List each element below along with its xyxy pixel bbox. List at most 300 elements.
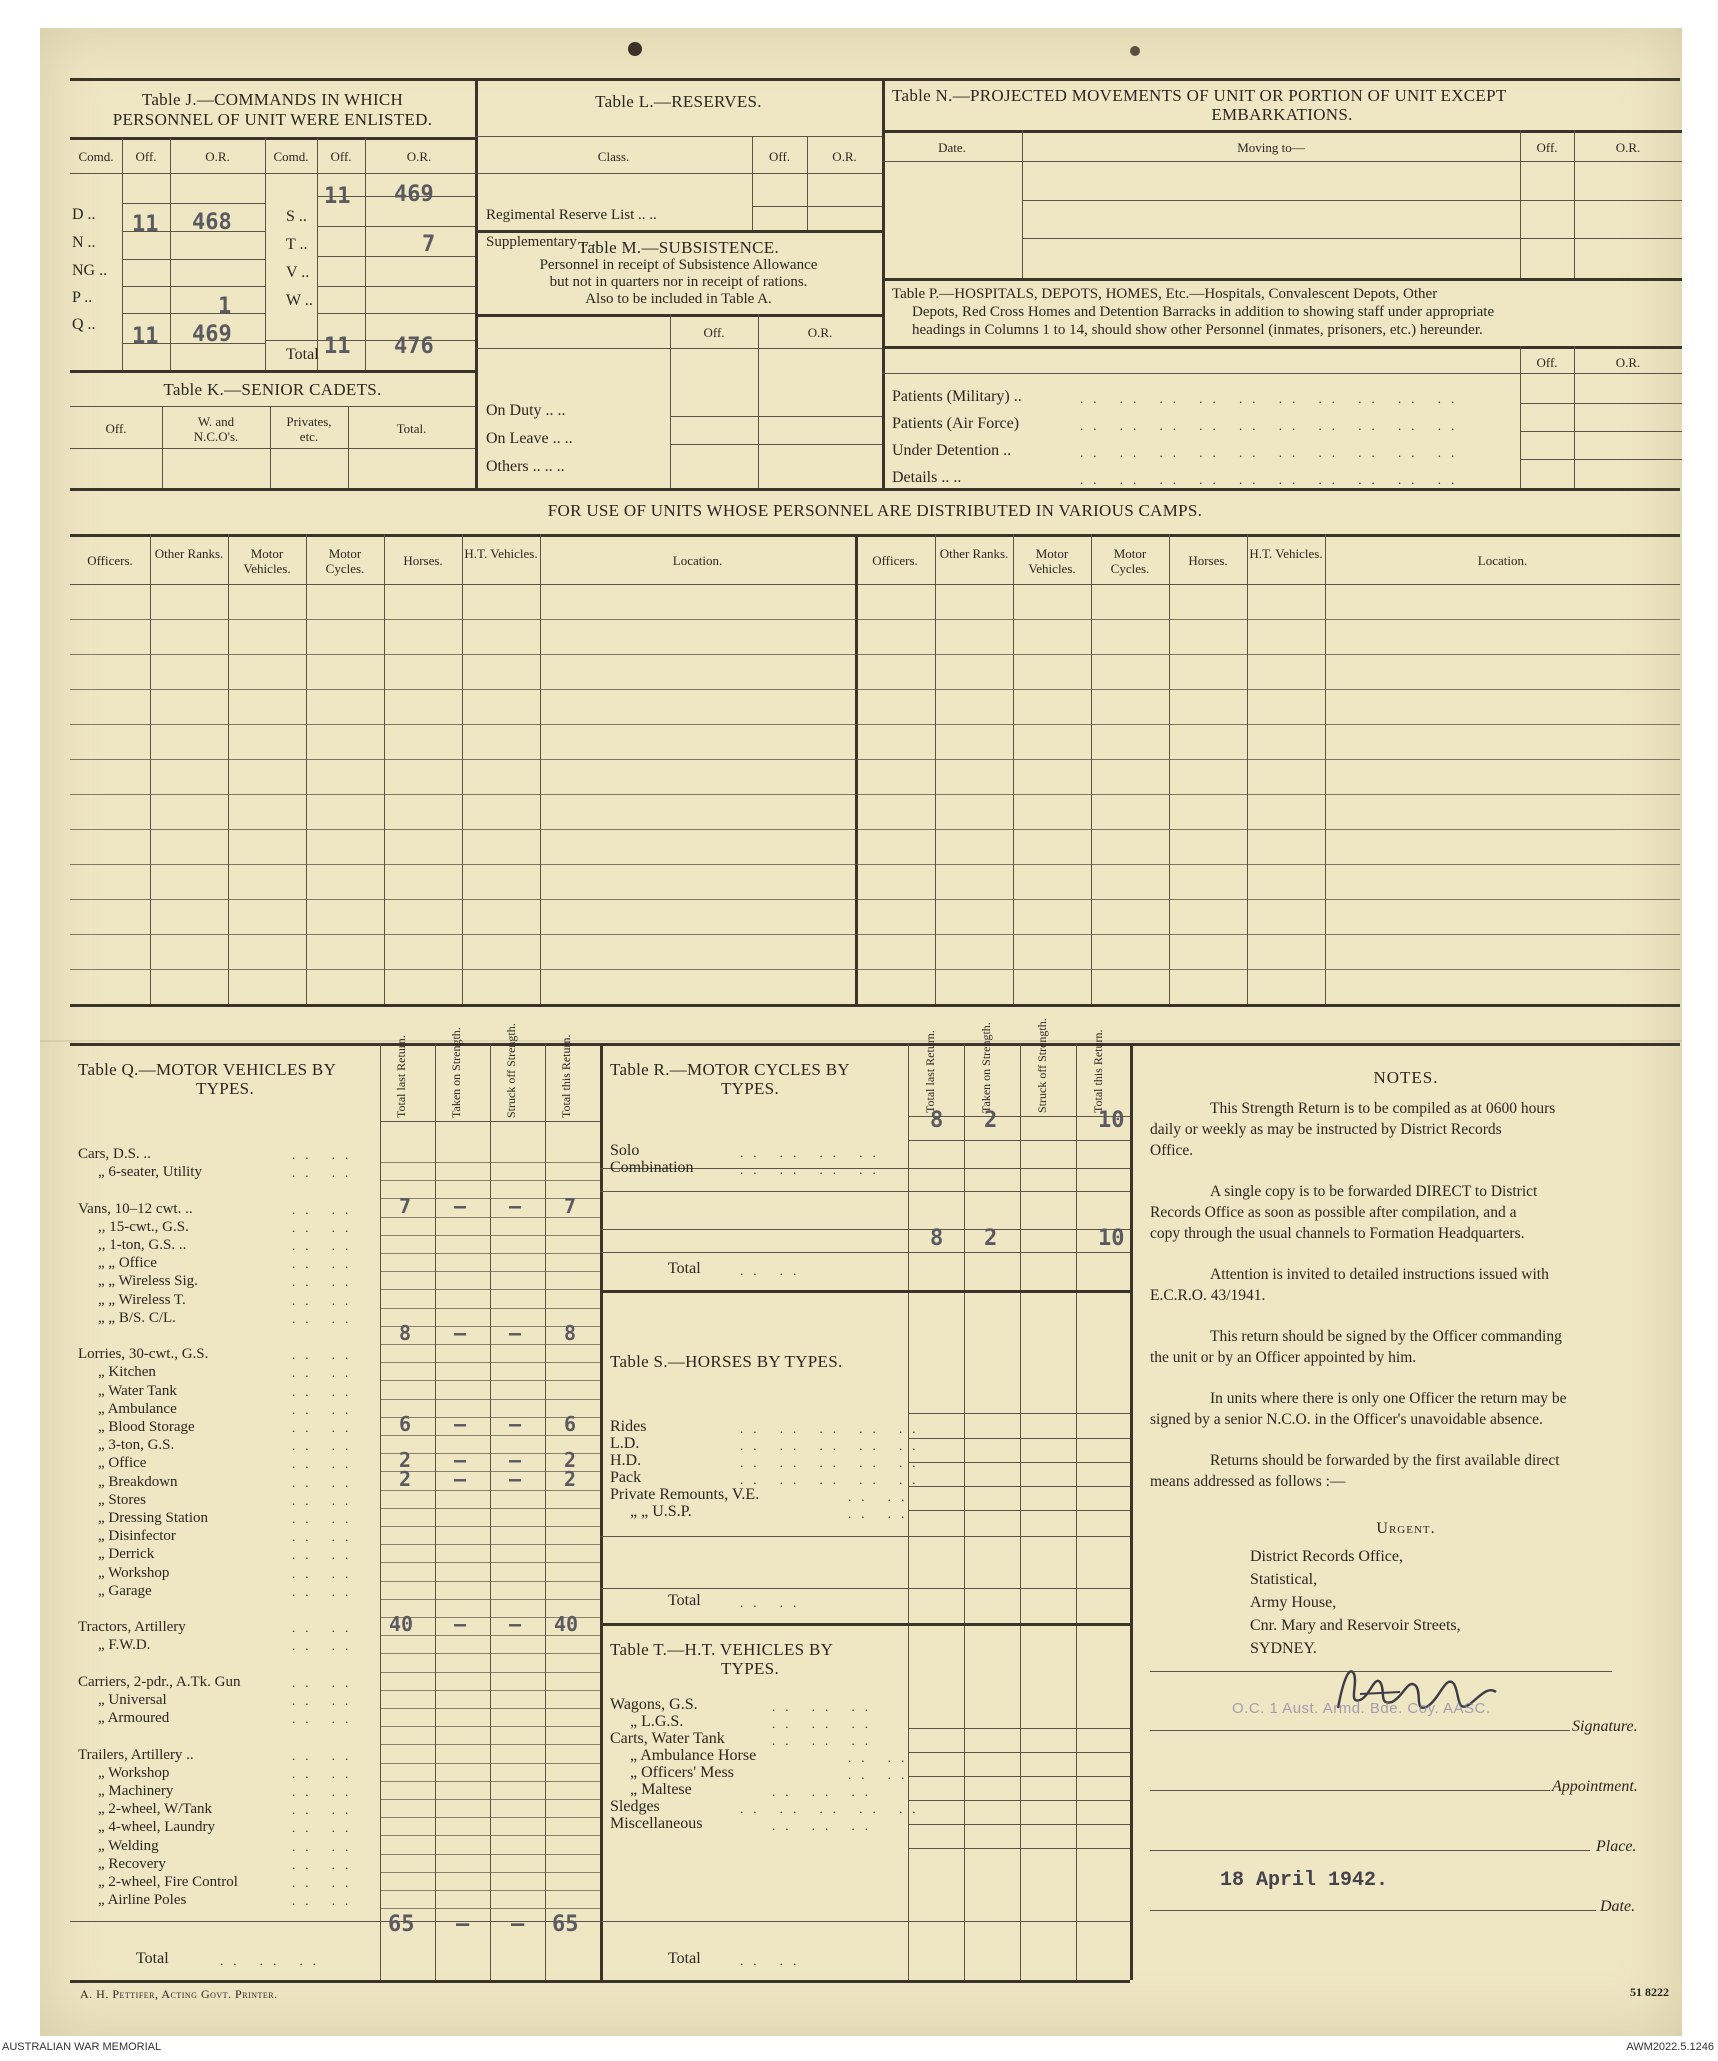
table-q-row-label: Lorries, 30-cwt., G.S. — [78, 1346, 209, 1363]
table-r-row-combination: Combination — [610, 1159, 694, 1176]
dot-leader: .. .. — [292, 1511, 359, 1526]
table-j-or-q: 469 — [192, 322, 232, 347]
dot-leader: .. .. — [292, 1420, 359, 1435]
dot-leader: .. .. — [292, 1620, 359, 1636]
notes-paragraph-line: the unit or by an Officer appointed by him. — [1150, 1349, 1417, 1366]
table-t-row-carts-ambulance: „ Ambulance Horse — [630, 1747, 757, 1764]
table-r-title-1: Table R.—MOTOR CYCLES BY — [610, 1060, 850, 1079]
camps-grid-line — [70, 864, 1680, 865]
dot-leader: .. .. — [292, 1638, 359, 1654]
table-q-row-label: ,, 15-cwt., G.S. — [98, 1218, 189, 1235]
dot-leader: .. .. — [292, 1893, 359, 1909]
camps-right-motor-cycles: Motor Cycles. — [1110, 546, 1150, 576]
table-s-row-private-remounts-usp: „ „ U.S.P. — [630, 1503, 692, 1520]
dot-leader: .. .. — [292, 1674, 359, 1690]
dot-leader: .. .. — [740, 1595, 807, 1610]
notes-paragraph-line: This return should be signed by the Officer commanding — [1210, 1328, 1562, 1345]
table-s-row-pack: Pack — [610, 1469, 642, 1486]
table-l-header-class: Class. — [597, 149, 630, 164]
dot-leader: .. .. — [292, 1565, 359, 1581]
table-j-or-t: 7 — [422, 232, 436, 257]
table-q-cell: – — [454, 1466, 467, 1491]
table-q-row-label: „ Welding — [98, 1837, 159, 1854]
appointment-label: Appointment. — [1552, 1778, 1638, 1795]
table-q-cell: 2 — [564, 1466, 577, 1491]
notes-paragraph-line: means addressed as follows :— — [1150, 1473, 1346, 1490]
table-q-row-line — [380, 1544, 600, 1545]
table-k-header-privates: Privates, etc. — [286, 414, 332, 444]
table-t-title-2: TYPES. — [720, 1659, 779, 1678]
table-q-row-label: „ Machinery — [98, 1783, 174, 1799]
dot-leader: .. .. — [292, 1347, 359, 1363]
dot-leader: .. .. .. .. .. .. .. .. .. .. — [1080, 391, 1465, 406]
table-r-first-total-this: 10 — [1098, 1108, 1125, 1133]
table-q-row-line — [380, 1763, 600, 1764]
table-j-off-s: 11 — [324, 184, 351, 209]
strength-return-sheet — [40, 28, 1682, 2036]
table-q-row-label: „ Kitchen — [98, 1364, 156, 1381]
table-q-row-line — [380, 1817, 600, 1818]
notes-paragraph-line: This Strength Return is to be compiled as at 0600 hours — [1210, 1100, 1556, 1117]
notes-paragraph-line: daily or weekly as may be instructed by District Records — [1150, 1121, 1502, 1138]
table-q-row-label: „ Water Tank — [98, 1382, 177, 1399]
table-q-row-line — [380, 1271, 600, 1272]
table-r-total-last: 8 — [930, 1226, 944, 1251]
table-q-cell: 40 — [554, 1612, 579, 1637]
dot-leader: .. .. — [848, 1489, 915, 1504]
dot-leader: .. .. — [292, 1365, 359, 1381]
camps-left-ht-vehicles: H.T. Vehicles. — [464, 546, 538, 561]
table-q-row-label: „ Disinfector — [98, 1528, 176, 1545]
table-n-header-moving: Moving to— — [1237, 140, 1305, 155]
dot-leader: .. .. — [292, 1438, 359, 1454]
table-q-cell: – — [509, 1193, 522, 1218]
table-p-desc-3: headings in Columns 1 to 14, should show other Personnel (inmates, prisoners, etc.) hereunder. — [912, 322, 1483, 338]
printer-credit: A. H. Pettifer, Acting Govt. Printer. — [80, 1987, 278, 2001]
place-label: Place. — [1596, 1838, 1637, 1855]
table-q-row-line — [380, 1690, 600, 1691]
table-q-row-line — [380, 1362, 600, 1363]
table-r-col-struck-off: Struck off Strength. — [1035, 1018, 1049, 1113]
table-q-total-struck: – — [511, 1912, 525, 1937]
table-q-row-line — [380, 1726, 600, 1727]
table-q-row-line — [380, 1253, 600, 1254]
dot-leader: .. .. — [292, 1529, 359, 1545]
camps-grid-line — [70, 969, 1680, 970]
table-q-row-line — [380, 1562, 600, 1563]
table-s-row-hd: H.D. — [610, 1452, 642, 1469]
table-q-cell: – — [454, 1321, 467, 1345]
table-q-row-label: „ Airline Poles — [98, 1892, 187, 1909]
dot-leader: .. .. .. .. .. .. .. .. .. .. — [1080, 472, 1465, 487]
camps-left-other-ranks: Other Ranks. — [154, 546, 224, 561]
table-k-header-total: Total. — [396, 421, 427, 436]
date-value: 18 April 1942. — [1220, 1869, 1389, 1892]
table-t-row-wagons-lgs: „ L.G.S. — [630, 1713, 684, 1730]
dot-leader: .. .. — [292, 1456, 359, 1472]
dot-leader: .. .. — [292, 1820, 359, 1836]
table-l-header-off: Off. — [768, 149, 791, 164]
table-q-cell: 8 — [564, 1321, 577, 1345]
dot-leader: .. .. — [292, 1747, 359, 1763]
camps-grid-line — [70, 794, 1680, 795]
table-q-row-label: „ Workshop — [98, 1564, 170, 1581]
table-q-cell: 2 — [399, 1448, 412, 1473]
table-j-or-p: 1 — [218, 294, 232, 319]
table-q-title-2: TYPES. — [195, 1079, 254, 1098]
table-t-row-carts-maltese: „ Maltese — [630, 1781, 692, 1798]
table-q-row-line — [380, 1854, 600, 1855]
table-j-comd-v: V .. — [286, 264, 310, 281]
table-r-col-taken-on: Taken on Strength. — [979, 1022, 993, 1113]
dot-leader: .. .. — [292, 1856, 359, 1872]
table-q-col-total-this: Total this Return. — [559, 1034, 573, 1118]
table-q-row-line — [380, 1599, 600, 1600]
dot-leader: .. .. — [292, 1219, 359, 1235]
table-q-col-taken-on: Taken on Strength. — [449, 1027, 463, 1118]
table-j-header-comd: Comd. — [78, 149, 114, 164]
table-q-row-label: „ Workshop — [98, 1764, 170, 1781]
camps-grid-line — [70, 899, 1680, 900]
table-k-title: Table K.—SENIOR CADETS. — [163, 380, 382, 399]
table-j-header-comd-2: Comd. — [273, 149, 309, 164]
table-m-row-others: Others .. .. .. — [486, 458, 565, 475]
table-q-row-label: „ Stores — [98, 1491, 146, 1508]
table-t-row-wagons-gs: Wagons, G.S. — [610, 1696, 698, 1713]
table-m-row-on-leave: On Leave .. .. — [486, 430, 573, 447]
table-q-row-line — [380, 1835, 600, 1836]
dot-leader: .. .. .. .. .. — [740, 1455, 926, 1470]
table-q-row-line — [380, 1235, 600, 1236]
table-q-total-last: 65 — [388, 1912, 415, 1937]
dot-leader: .. .. — [292, 1765, 359, 1781]
table-r-total-taken: 2 — [984, 1226, 998, 1251]
table-q-cell: 8 — [399, 1321, 412, 1345]
table-q-row-label: „ Dressing Station — [98, 1510, 208, 1526]
dot-leader: .. .. — [292, 1547, 359, 1563]
table-j-header-off: Off. — [135, 149, 157, 164]
table-m-header-or: O.R. — [807, 325, 833, 340]
table-r-row-solo: Solo — [610, 1142, 640, 1159]
dot-leader: .. .. — [292, 1238, 359, 1253]
table-q-total-this: 65 — [552, 1912, 579, 1937]
camps-right-other-ranks: Other Ranks. — [939, 546, 1009, 561]
dot-leader: .. .. — [292, 1274, 359, 1290]
table-q-row-line — [380, 1781, 600, 1782]
table-q-row-line — [380, 1289, 600, 1290]
table-p-header-off: Off. — [1536, 355, 1558, 370]
table-p-header-or: O.R. — [1615, 355, 1641, 370]
notes-address-2: Statistical, — [1250, 1571, 1318, 1588]
table-l-title: Table L.—RESERVES. — [595, 92, 762, 111]
table-q-row-label: „ 4-wheel, Laundry — [98, 1819, 216, 1836]
dot-leader: .. .. .. — [772, 1699, 878, 1714]
dot-leader: .. .. — [292, 1292, 359, 1308]
print-code: 51 8222 — [1630, 1985, 1669, 1999]
table-q-cell: 6 — [399, 1412, 412, 1436]
table-q-row-label: Vans, 10–12 cwt. .. — [78, 1200, 193, 1217]
camps-grid-line — [70, 619, 1680, 620]
table-j-total-or: 476 — [394, 334, 434, 359]
dot-leader: .. .. — [740, 1263, 807, 1278]
dot-leader: .. .. — [848, 1506, 915, 1521]
table-j-comd-p: P .. — [72, 289, 93, 306]
camps-right-officers: Officers. — [872, 553, 918, 568]
table-p-desc-1: Table P.—HOSPITALS, DEPOTS, HOMES, Etc.—Hospitals, Convalescent Depots, Other — [892, 286, 1438, 302]
punch-hole — [628, 42, 642, 56]
table-q-row-label: Carriers, 2-pdr., A.Tk. Gun — [78, 1673, 241, 1690]
table-q-row-label: „ „ B/S. C/L. — [98, 1309, 176, 1326]
table-q-row-label: „ Blood Storage — [98, 1419, 195, 1435]
table-q-row-line — [380, 1162, 600, 1163]
table-q-total-label: Total — [136, 1950, 169, 1967]
dot-leader: .. .. — [292, 1583, 359, 1599]
table-q-row-line — [380, 1799, 600, 1800]
camps-right-ht-vehicles: H.T. Vehicles. — [1249, 546, 1323, 561]
table-s-title: Table S.—HORSES BY TYPES. — [610, 1352, 843, 1371]
camps-left-officers: Officers. — [87, 553, 133, 568]
table-q-cell: 2 — [399, 1466, 412, 1491]
table-q-cell: – — [454, 1612, 467, 1637]
table-k-header-off: Off. — [105, 421, 127, 436]
unit-stamp: O.C. 1 Aust. Armd. Bde. Coy. AASC. — [1232, 1700, 1491, 1717]
camps-grid-line — [70, 759, 1680, 760]
table-q-total-taken: – — [456, 1912, 470, 1937]
table-t-row-carts-officers: „ Officers' Mess — [630, 1764, 734, 1781]
table-r-total-label: Total — [668, 1260, 701, 1277]
table-j-total-label: Total — [286, 346, 319, 363]
table-p-row-patients-airforce: Patients (Air Force) — [892, 415, 1020, 432]
table-m-desc-3: Also to be included in Table A. — [585, 291, 772, 307]
table-q-row-line — [380, 1744, 600, 1745]
table-q-row-label: „ F.W.D. — [98, 1637, 151, 1654]
footer-right: AWM2022.5.1246 — [1626, 2041, 1714, 2053]
table-q-row-label: „ „ Wireless Sig. — [98, 1273, 198, 1290]
camps-grid-line — [70, 724, 1680, 725]
table-j-comd-s: S .. — [286, 208, 307, 225]
table-j-or-s: 469 — [394, 182, 434, 207]
dot-leader: .. .. .. .. — [740, 1162, 886, 1177]
table-q-row-label: „ 2-wheel, W/Tank — [98, 1801, 213, 1818]
table-q-row-label: „ Universal — [98, 1692, 167, 1708]
dot-leader: .. .. — [848, 1767, 915, 1782]
notes-paragraph-line: Records Office as soon as possible after compilation, and a — [1150, 1204, 1517, 1221]
camps-grid-line — [70, 654, 1680, 655]
table-q-row-line — [380, 1380, 600, 1381]
table-j-comd-ng: NG .. — [72, 262, 108, 279]
dot-leader: .. .. — [292, 1492, 359, 1508]
notes-title: NOTES. — [1373, 1068, 1439, 1087]
table-r-first-taken: 2 — [984, 1108, 998, 1133]
table-s-row-ld: L.D. — [610, 1435, 640, 1452]
notes-address-1: District Records Office, — [1250, 1548, 1403, 1565]
table-n-header-off: Off. — [1536, 140, 1558, 155]
table-j-off-q: 11 — [132, 324, 159, 349]
notes-paragraph-line: A single copy is to be forwarded DIRECT to District — [1210, 1183, 1538, 1200]
table-q-cell: – — [454, 1448, 467, 1473]
table-j-comd-t: T .. — [286, 236, 308, 253]
dot-leader: .. .. — [292, 1383, 359, 1399]
table-j-comd-d: D .. — [72, 206, 96, 223]
footer-left: AUSTRALIAN WAR MEMORIAL — [2, 2041, 162, 2053]
dot-leader: .. .. .. .. .. — [740, 1801, 926, 1816]
table-r-title-2: TYPES. — [720, 1079, 779, 1098]
table-n-title-1: Table N.—PROJECTED MOVEMENTS OF UNIT OR PORTION OF UNIT EXCEPT — [892, 86, 1507, 105]
table-q-cell: – — [509, 1321, 522, 1345]
table-q-row-label: ,, 1-ton, G.S. .. — [98, 1237, 187, 1253]
table-q-cell: – — [509, 1412, 522, 1436]
notes-address-5: SYDNEY. — [1250, 1640, 1317, 1657]
table-q-cell: 2 — [564, 1448, 577, 1473]
table-q-row-line — [380, 1308, 600, 1309]
punch-hole — [1130, 46, 1140, 56]
table-q-row-line — [380, 1890, 600, 1891]
table-r-total-this: 10 — [1098, 1226, 1125, 1251]
table-q-cell: – — [509, 1612, 522, 1637]
dot-leader: .. .. — [848, 1750, 915, 1765]
table-j-title-1: Table J.—COMMANDS IN WHICH — [141, 90, 404, 109]
table-q-cell: – — [454, 1412, 467, 1436]
table-q-row-line — [380, 1526, 600, 1527]
table-j-header-off-2: Off. — [330, 149, 352, 164]
date-label: Date. — [1600, 1898, 1636, 1915]
signature-label: Signature. — [1572, 1718, 1638, 1735]
table-r-col-total-last: Total last Return. — [923, 1030, 937, 1113]
camps-left-horses: Horses. — [403, 553, 443, 568]
table-s-row-rides: Rides — [610, 1418, 647, 1435]
table-m-row-on-duty: On Duty .. .. — [486, 402, 566, 419]
table-q-row-label: Tractors, Artillery — [78, 1619, 186, 1636]
dot-leader: .. .. — [292, 1147, 359, 1162]
dot-leader: .. .. .. .. .. — [740, 1472, 926, 1487]
table-n-title-2: EMBARKATIONS. — [1211, 105, 1353, 124]
table-p-row-patients-military: Patients (Military) .. — [892, 388, 1022, 405]
notes-urgent: Urgent. — [1376, 1520, 1436, 1537]
table-q-row-label: „ 3-ton, G.S. — [98, 1437, 175, 1454]
table-q-row-label: „ „ Office — [98, 1255, 157, 1272]
table-j-comd-w: W .. — [286, 292, 313, 309]
dot-leader: .. .. — [292, 1875, 359, 1890]
table-q-row-line — [380, 1653, 600, 1654]
table-q-row-line — [380, 1872, 600, 1873]
notes-paragraph-line: In units where there is only one Officer the return may be — [1210, 1390, 1567, 1407]
dot-leader: .. .. .. .. .. .. .. .. .. .. — [1080, 418, 1465, 433]
table-p-desc-2: Depots, Red Cross Homes and Detention Barracks in addition to showing staff under appropriate — [912, 304, 1495, 320]
table-j-comd-n: N .. — [72, 234, 96, 251]
table-l-header-or: O.R. — [832, 149, 857, 164]
table-t-title-1: Table T.—H.T. VEHICLES BY — [610, 1640, 834, 1659]
table-k-header-nco: W. and N.C.O's. — [193, 414, 239, 444]
table-q-row-line — [380, 1908, 600, 1909]
table-j-or-n: 468 — [192, 210, 232, 235]
table-m-title: Table M.—SUBSISTENCE. — [577, 238, 780, 257]
table-q-row-label: „ Recovery — [98, 1855, 166, 1872]
table-q-row-label: „ 6-seater, Utility — [98, 1164, 202, 1181]
table-j-header-or-2: O.R. — [406, 149, 432, 164]
table-m-header-off: Off. — [703, 325, 725, 340]
table-q-cell: 7 — [399, 1193, 412, 1218]
table-p-row-under-detention: Under Detention .. — [892, 442, 1012, 459]
table-q-row-line — [380, 1581, 600, 1582]
notes-paragraph-line: Attention is invited to detailed instructions issued with — [1210, 1266, 1549, 1283]
table-j-off-n: 11 — [132, 212, 159, 237]
table-l-row-supplementary: Supplementary .. .. — [486, 234, 600, 250]
table-q-row-label: „ Ambulance — [98, 1400, 177, 1417]
table-t-total-label: Total — [668, 1950, 701, 1967]
table-q-row-line — [380, 1672, 600, 1673]
camps-left-motor-vehicles: Motor Vehicles. — [243, 546, 291, 576]
dot-leader: .. .. .. .. .. — [740, 1438, 926, 1453]
table-q-cell: 7 — [564, 1193, 577, 1218]
dot-leader: .. .. — [740, 1953, 807, 1968]
table-q-row-label: „ Office — [98, 1455, 147, 1472]
table-j-title-2: PERSONNEL OF UNIT WERE ENLISTED. — [112, 110, 433, 129]
table-q-col-struck-off: Struck off Strength. — [504, 1023, 518, 1118]
camps-grid-line — [70, 829, 1680, 830]
table-q-row-label: „ „ Wireless T. — [98, 1291, 186, 1308]
table-t-row-miscellaneous: Miscellaneous — [610, 1815, 703, 1832]
table-q-row-line — [380, 1708, 600, 1709]
camps-left-motor-cycles: Motor Cycles. — [325, 546, 365, 576]
table-q-row-label: Trailers, Artillery .. — [78, 1746, 194, 1763]
dot-leader: .. .. — [292, 1165, 359, 1181]
table-q-row-label: „ 2-wheel, Fire Control — [98, 1874, 238, 1890]
table-q-cell: – — [509, 1448, 522, 1473]
table-q-title-1: Table Q.—MOTOR VEHICLES BY — [78, 1060, 337, 1079]
notes-paragraph-line: E.C.R.O. 43/1941. — [1150, 1287, 1266, 1304]
table-q-row-line — [380, 1399, 600, 1400]
camps-title: FOR USE OF UNITS WHOSE PERSONNEL ARE DISTRIBUTED IN VARIOUS CAMPS. — [547, 501, 1203, 520]
table-q-row-label: Cars, D.S. .. — [78, 1146, 151, 1162]
table-q-row-label: „ Breakdown — [98, 1473, 178, 1490]
table-s-total-label: Total — [668, 1592, 701, 1609]
table-q-row-label: „ Garage — [98, 1582, 152, 1599]
table-q-cell: – — [509, 1466, 522, 1491]
table-s-row-private-remounts-ve: Private Remounts, V.E. — [610, 1486, 760, 1503]
dot-leader: .. .. — [292, 1401, 359, 1417]
table-q-cell: 40 — [389, 1612, 414, 1637]
table-q-row-label: „ Derrick — [98, 1546, 155, 1563]
table-q-col-total-last: Total last Return. — [394, 1035, 408, 1118]
dot-leader: .. .. .. — [220, 1953, 326, 1968]
dot-leader: .. .. — [292, 1310, 359, 1326]
dot-leader: .. .. — [292, 1784, 359, 1799]
dot-leader: .. .. .. — [772, 1716, 878, 1731]
dot-leader: .. .. .. .. — [740, 1145, 886, 1160]
dot-leader: .. .. — [292, 1201, 359, 1217]
table-q-row-label: „ Armoured — [98, 1710, 170, 1727]
table-p-row-details: Details .. .. — [892, 469, 962, 486]
dot-leader: .. .. .. — [772, 1818, 878, 1833]
dot-leader: .. .. — [292, 1802, 359, 1818]
camps-right-motor-vehicles: Motor Vehicles. — [1028, 546, 1076, 576]
table-j-comd-q: Q .. — [72, 316, 96, 333]
camps-grid-line — [70, 689, 1680, 690]
table-q-cell: 6 — [564, 1412, 577, 1436]
table-q-cell: – — [454, 1193, 467, 1218]
dot-leader: .. .. .. — [772, 1784, 878, 1799]
table-q-row-line — [380, 1180, 600, 1181]
table-j-total-off: 11 — [324, 334, 351, 359]
table-n-header-or: O.R. — [1615, 140, 1641, 155]
table-q-row-line — [380, 1508, 600, 1509]
camps-grid-line — [70, 934, 1680, 935]
dot-leader: .. .. .. .. .. — [740, 1421, 926, 1436]
table-l-row-regimental: Regimental Reserve List .. .. — [486, 207, 657, 223]
camps-right-location: Location. — [1477, 553, 1528, 568]
dot-leader: .. .. — [292, 1711, 359, 1727]
table-m-desc-1: Personnel in receipt of Subsistence Allowance — [539, 257, 818, 273]
